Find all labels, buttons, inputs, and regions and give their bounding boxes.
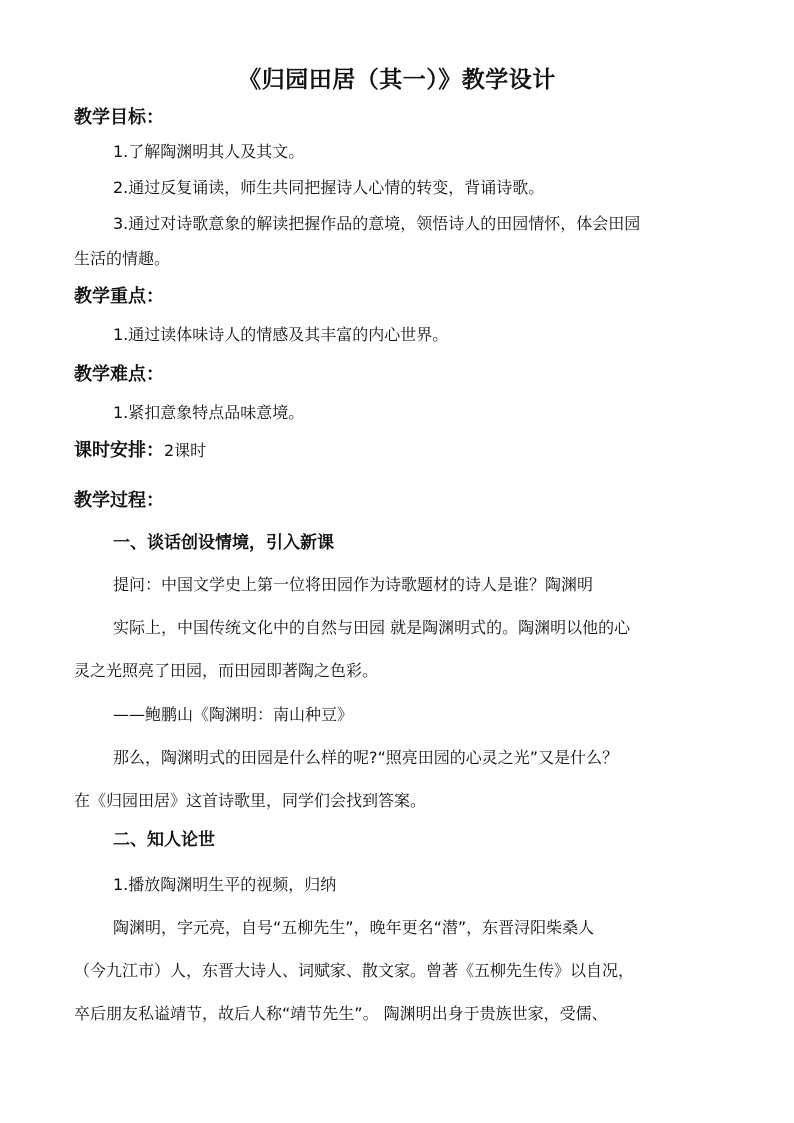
key-point-item-1: 1.通过读体味诗人的情感及其丰富的内心世界。 xyxy=(113,325,449,344)
section1-line-2: 实际上，中国传统文化中的自然与田园 就是陶渊明式的。陶渊明以他的心 xyxy=(113,618,631,637)
section1-line-6: 在《归园田居》这首诗歌里，同学们会找到答案。 xyxy=(74,791,427,810)
document-title: 《归园田居（其一）》教学设计 xyxy=(238,67,556,93)
goal-item-3: 3.通过对诗歌意象的解读把握作品的意境，领悟诗人的田园情怀，体会田园 xyxy=(113,214,641,233)
goal-item-3-cont: 生活的情趣。 xyxy=(74,249,171,268)
goal-item-1: 1.了解陶渊明其人及其文。 xyxy=(113,142,305,161)
schedule-value: 2课时 xyxy=(164,441,207,460)
process-heading: 教学过程： xyxy=(74,490,164,511)
section1-line-5: 那么，陶渊明式的田园是什么样的呢?“照亮田园的心灵之光”又是什么？ xyxy=(113,748,619,767)
schedule-row xyxy=(74,440,206,462)
section1-line-3: 灵之光照亮了田园，而田园即著陶之色彩。 xyxy=(74,661,379,680)
quote-source: ——鲍鹏山《陶渊明：南山种豆》 xyxy=(113,705,354,724)
section2-line-4: 卒后朋友私谥靖节，故后人称“靖节先生”。 陶渊明出身于贵族世家，受儒、 xyxy=(74,1004,608,1023)
section1-heading: 一、谈话创设情境，引入新课 xyxy=(113,533,334,553)
section2-heading: 二、知人论世 xyxy=(113,830,215,850)
section1-line-1: 提问：中国文学史上第一位将田园作为诗歌题材的诗人是谁？陶渊明 xyxy=(113,575,594,594)
goal-item-2: 2.通过反复诵读，师生共同把握诗人心情的转变，背诵诗歌。 xyxy=(113,178,545,197)
difficulties-heading: 教学难点： xyxy=(74,364,164,385)
schedule-label: 课时安排： xyxy=(74,440,164,461)
section2-line-1: 1.播放陶渊明生平的视频，归纳 xyxy=(113,875,337,894)
key-points-heading: 教学重点： xyxy=(74,286,164,307)
section2-line-2: 陶渊明，字元亮，自号“五柳先生”，晚年更名“潜”，东晋浔阳柴桑人 xyxy=(113,918,595,937)
goals-heading: 教学目标： xyxy=(74,107,164,128)
section2-line-3: （今九江市）人，东晋大诗人、词赋家、散文家。曾著《五柳先生传》以自况， xyxy=(74,961,635,980)
difficulty-item-1: 1.紧扣意象特点品味意境。 xyxy=(113,403,305,422)
